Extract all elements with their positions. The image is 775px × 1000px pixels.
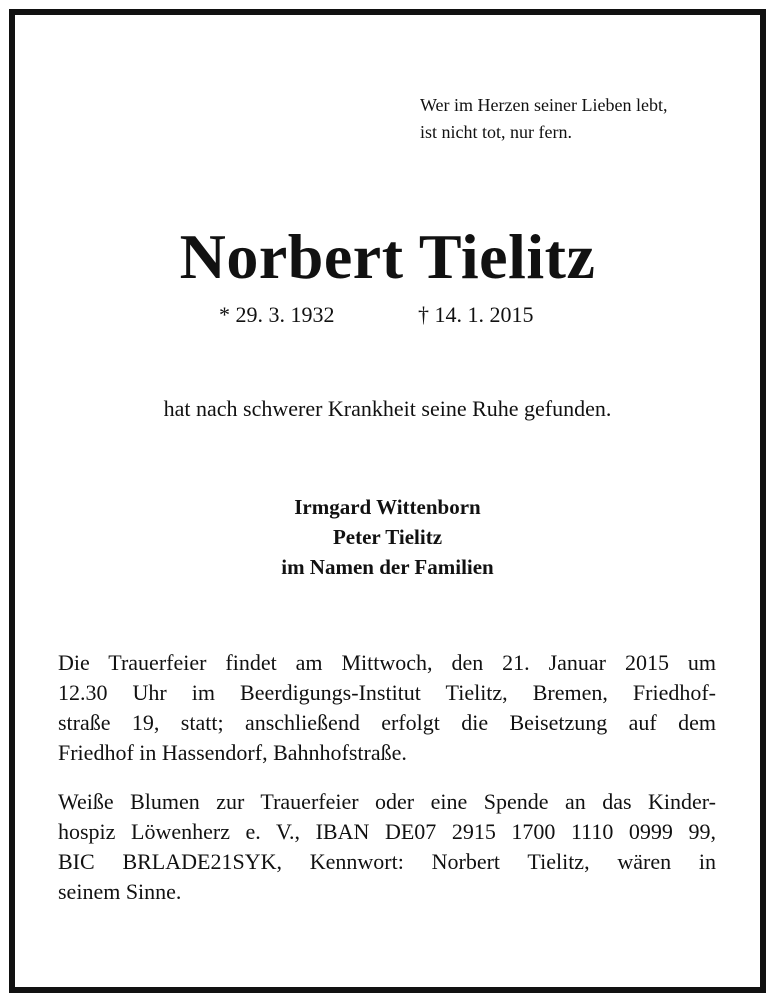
paragraph-line: Friedhof in Hassendorf, Bahnhofstraße. [58,740,407,765]
funeral-info-paragraph [58,648,716,768]
mourners-list [0,492,775,582]
paragraph-line: seinem Sinne. [58,879,182,904]
mourner-name: Irmgard Wittenborn [294,495,481,519]
death-date: † 14. 1. 2015 [418,302,534,327]
memorial-quote [420,92,667,146]
paragraph-line: BIC BRLADE21SYK, Kennwort: Norbert Tielitz, wären in [58,849,716,874]
paragraph-line: Die Trauerfeier findet am Mittwoch, den 21. Januar 2015 um [58,650,716,675]
paragraph-line: Weiße Blumen zur Trauerfeier oder eine Spende an das Kinder- [58,789,716,814]
deceased-name: Norbert Tielitz [179,221,596,292]
donation-info-paragraph [58,787,716,907]
mourner-name: Peter Tielitz [332,525,443,549]
quote-line: Wer im Herzen seiner Lieben lebt, [420,95,668,115]
paragraph-line: 12.30 Uhr im Beerdigungs-Institut Tielitz, Bremen, Friedhof- [58,680,716,705]
mourner-name: im Namen der Familien [281,555,494,579]
quote-line: ist nicht tot, nur fern. [420,122,572,142]
death-statement: hat nach schwerer Krankheit seine Ruhe gefunden. [163,396,612,421]
paragraph-line: hospiz Löwenherz e. V., IBAN DE07 2915 1700 1110 0999 99, [58,819,716,844]
birth-date: * 29. 3. 1932 [219,302,335,327]
paragraph-line: straße 19, statt; anschließend erfolgt die Beisetzung auf dem [58,710,716,735]
